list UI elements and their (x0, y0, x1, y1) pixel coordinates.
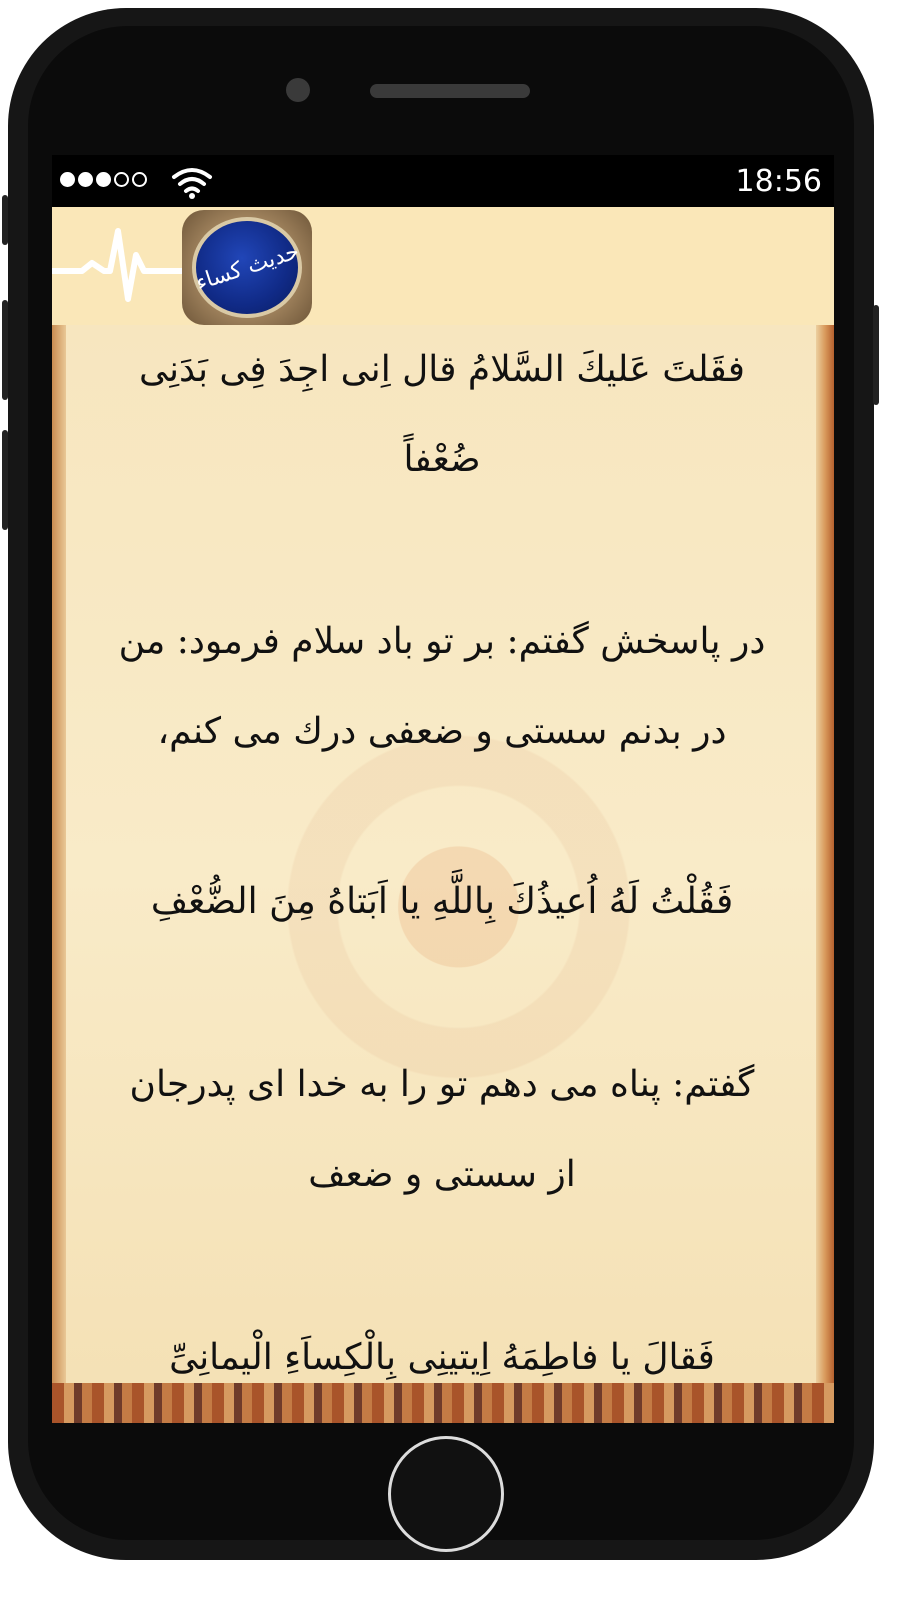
status-bar (52, 155, 834, 207)
arabic-paragraph: فَقُلْتُ لَهُ اُعیذُكَ بِاللَّهِ یا اَبَتاهُ مِنَ الضُّعْفِ (150, 881, 734, 922)
signal-dot (60, 172, 75, 187)
persian-paragraph: گفتم: پناه می دهم تو را به خدا ای پدرجان از سستی و ضعف (129, 1064, 755, 1195)
front-camera (286, 78, 310, 102)
mute-switch[interactable] (2, 195, 8, 245)
volume-down-button[interactable] (2, 430, 8, 530)
power-button[interactable] (873, 305, 879, 405)
logo-text: حدیث کساء (192, 239, 302, 296)
signal-dot (114, 172, 129, 187)
app-logo[interactable] (182, 210, 312, 325)
wifi-icon (170, 165, 214, 199)
decorative-border-bottom (52, 1383, 834, 1423)
phone-screen (52, 155, 834, 1423)
text-content-area[interactable] (52, 325, 834, 1423)
decorative-border-right (816, 325, 834, 1423)
heartbeat-line-icon (52, 225, 192, 305)
arabic-paragraph: فقَلتَ عَليكَ السَّلامُ قال اِنی اجِدَ فِی بَدَنِی ضُعْفاً (139, 349, 745, 480)
app-bar (52, 207, 834, 325)
decorative-border-left (52, 325, 66, 1423)
logo-badge (192, 217, 302, 318)
signal-dot (96, 172, 111, 187)
earpiece-speaker (370, 84, 530, 98)
arabic-paragraph: فَقالَ یا فاطِمَهُ اِیتینِی بِالْكِساَءِ الْیمانِیِّ (169, 1337, 715, 1378)
volume-up-button[interactable] (2, 300, 8, 400)
signal-dot (132, 172, 147, 187)
home-button[interactable] (388, 1436, 504, 1552)
persian-paragraph: در پاسخش گفتم: بر تو باد سلام فرمود: من در بدنم سستی و ضعفی درك می کنم، (118, 621, 766, 752)
status-time: 18:56 (735, 164, 822, 199)
signal-dot (78, 172, 93, 187)
signal-strength-icon (60, 172, 147, 187)
